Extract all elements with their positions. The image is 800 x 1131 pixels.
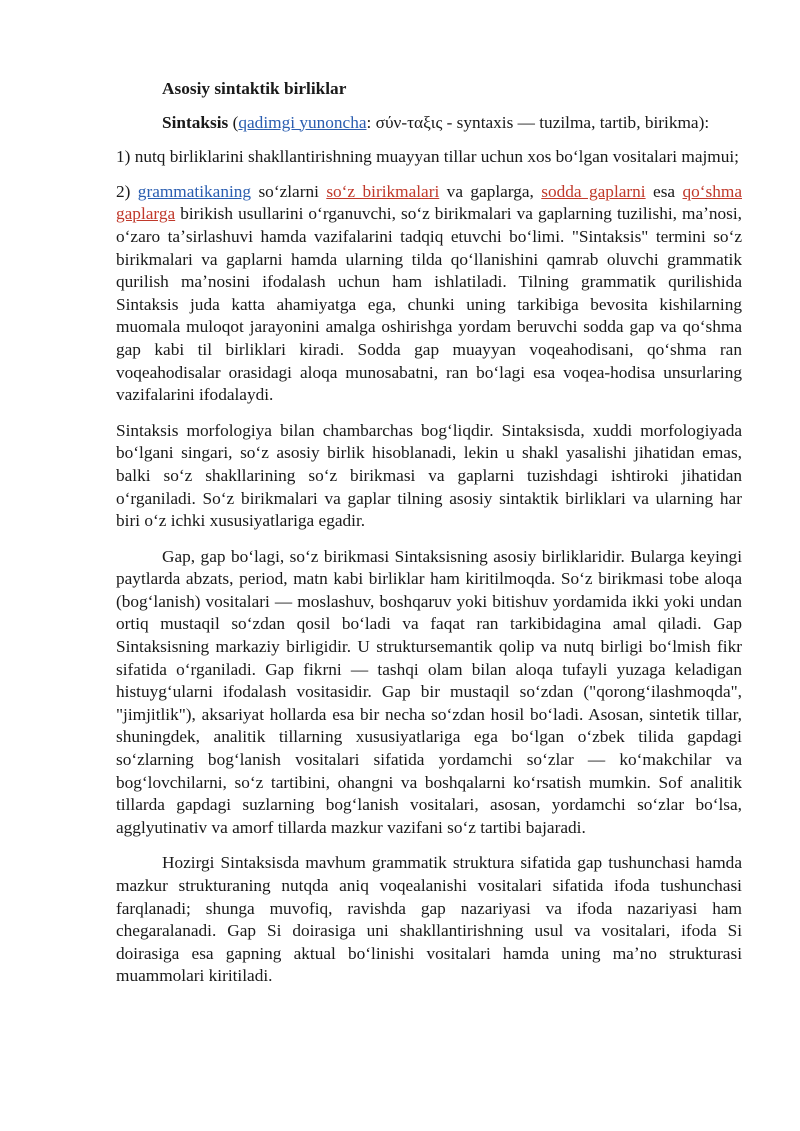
link-qoshma-gaplarga[interactable]: qoʻshma gaplarga: [116, 181, 742, 224]
paragraph-morfologiya: Sintaksis morfologiya bilan chambarchas bogʻliqdir. Sintaksisda, xuddi morfologiyada boʻlgani singari, soʻz asosiy birlik hisoblanadi, lekin u shakl yasalishi jihatidan emas, balki soʻz shakllarining soʻz birikmasi va gaplarni tuzishdagi ishtiroki jihatidan oʻrganiladi. Soʻz birikmalari va gaplar tilning asosiy sintaktik birliklari va ularning har biri oʻz ichki xususiyatlariga egadir.: [116, 420, 742, 531]
heading: Asosiy sintaktik birliklar: [162, 79, 347, 98]
item-2-text-3: esa: [645, 181, 683, 201]
link-grammatikaning[interactable]: grammatikaning: [137, 181, 252, 201]
link-sodda-gaplarni[interactable]: sodda gaplarni: [541, 181, 646, 201]
item-2-prefix: 2): [116, 181, 138, 201]
definition-rest: : σύν-ταξις - syntaxis — tuzilma, tartib, birikma):: [366, 112, 710, 132]
definition-open: (: [228, 112, 239, 132]
item-2-text-2: va gaplarga,: [439, 181, 542, 201]
item-1: 1) nutq birliklarini shakllantirishning muayyan tillar uchun xos boʻlgan vositalari majmui;: [116, 147, 739, 167]
item-2: [116, 181, 742, 407]
link-qadimgi-yunoncha[interactable]: qadimgi yunoncha: [238, 112, 367, 132]
definition-paragraph: [116, 112, 742, 135]
link-soz-birikmalari[interactable]: soʻz birikmalari: [326, 181, 440, 201]
paragraph-hozirgi: Hozirgi Sintaksisda mavhum grammatik struktura sifatida gap tushunchasi hamda mazkur strukturaning nutqda aniq voqealanishi vositalari sifatida ifoda tushunchasi farqlanadi; shunga muvofiq, ravishda gap nazariyasi va ifoda nazariyasi ham chegaralanadi. Gap Si doirasiga uni shakllantirishning usul va vositalari, ifoda Si doirasiga esa gapning aktual boʻlinishi vositalari hamda uning maʼno strukturasi muammolari kiritiladi.: [116, 853, 742, 986]
item-2-text-4: birikish usullarini oʻrganuvchi, soʻz birikmalari va gaplarning tuzilishi, maʼnosi, oʻzaro taʼsirlashuvi hamda vazifalarini tadqiq etuvchi boʻlimi. "Sintaksis" termini soʻz birikmalari va gaplarni hamda ularning tilda qoʻllanishini qamrab oluvchi grammatik qurilish maʼnosini ifodalash uchun ham ishlatiladi. Tilning grammatik qurilishida Sintaksis juda katta ahamiyatga ega, chunki uning tarkibiga bevosita kishilarning muomala muloqot jarayonini amalga oshirishga yordam beruvchi sodda gap va qoʻshma gap kabi til birliklari kiradi. Sodda gap muayyan voqeahodisani, qoʻshma ran voqeahodisalar orasidagi aloqa munosabatni, ran boʻlagi esa voqea-hodisa unsurlaring vazifalarini ifodalaydi.: [116, 204, 742, 405]
paragraph-gap: Gap, gap boʻlagi, soʻz birikmasi Sintaksisning asosiy birliklaridir. Bularga keyingi paytlarda abzats, period, matn kabi birliklar ham kiritilmoqda. Soʻz birikmasi tobe aloqa (bogʻlanish) vositalari — moslashuv, boshqaruv yoki bitishuv yordamida ikki yoki undan ortiq mustaqil soʻzdan qosil boʻladi va faqat ran tarkibidagina amal qiladi. Gap Sintaksisning markaziy birligidir. U struktursemantik qolip va nutq birligi boʻlmish fikr sifatida oʻrganiladi. Gap fikrni — tashqi olam bilan aloqa tufayli yuzaga keladigan histuygʻularni ifodalash vositasidir. Gap bir mustaqil soʻzdan ("qorongʻilashmoqda", "jimjitlik"), aksariyat hollarda esa bir necha soʻzdan hosil boʻladi. Asosan, sintetik tillar, shuningdek, analitik tillarning xususiyatlariga ega boʻlgan oʻzbek tilida gapdagi soʻzlarning bogʻlanish vositalari sifatida yordamchi soʻzlar — koʻmakchilar va bogʻlovchilarni, soʻz tartibini, ohangni va boshqalarni koʻrsatish mumkin. Sof analitik tillarda gapdagi suzlarning bogʻlanish vositalari, asosan, yordamchi soʻzlar boʻlsa, agglyutinativ va amorf tillarda mazkur vazifani soʻz tartibi bajaradi.: [116, 546, 742, 837]
item-2-text-1: soʻzlarni: [251, 181, 327, 201]
term-sintaksis: Sintaksis: [162, 112, 229, 132]
